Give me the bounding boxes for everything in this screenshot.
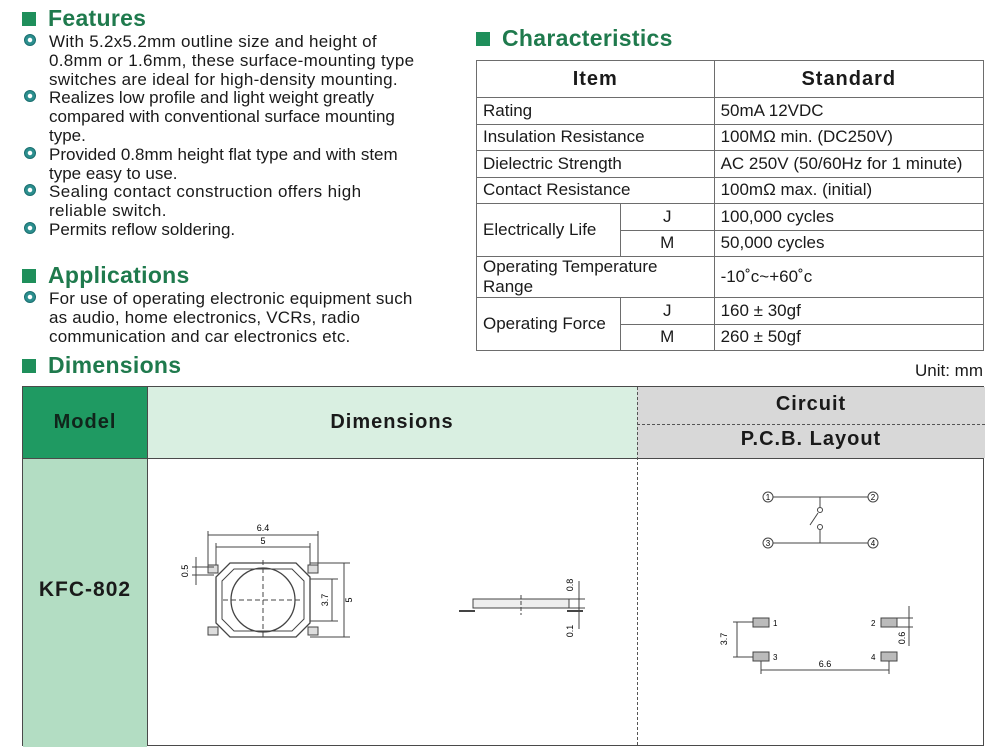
pcb-layout-label: P.C.B. Layout [740,428,882,450]
table-row [477,151,984,178]
pin-label: 3 [765,539,771,548]
applications-title: Applications [48,262,190,288]
pin-label: 2 [870,493,876,502]
pcb-layout-drawing [713,602,918,677]
features-title: Features [48,5,147,31]
row-sublabel: J [620,204,714,231]
column-divider [147,387,148,745]
dim-pcb-pad: 0.6 [897,631,907,645]
model-name: KFC-802 [38,578,132,601]
model-cell [23,458,147,747]
row-label: Operating Temperature Range [477,257,715,298]
section-square-icon [22,269,36,283]
dim-left-offset: 0.5 [180,564,190,578]
bullet-icon [24,34,36,46]
dim-right-outer: 5 [344,597,354,603]
dim-top-inner: 5 [260,536,266,546]
dimensions-title: Dimensions [48,352,182,378]
row-label: Contact Resistance [477,177,715,204]
dim-side-base: 0.1 [565,624,575,638]
characteristics-table [476,60,984,351]
row-value: 160 ± 30gf [714,298,983,325]
row-label: Electrically Life [477,204,621,257]
model-header: Model [23,387,147,458]
list-item: Permits reflow soldering. [22,221,422,240]
row-label: Dielectric Strength [477,151,715,178]
pin-label: 4 [871,653,876,662]
pin-label: 1 [773,619,778,628]
row-value: 260 ± 50gf [714,324,983,351]
row-sublabel: M [620,324,714,351]
table-header-row [477,61,984,98]
pin-label: 4 [870,539,876,548]
column-header-standard: Standard [714,61,983,98]
row-label: Operating Force [477,298,621,351]
list-item: With 5.2x5.2mm outline size and height of 0.8mm or 1.6mm, these surface-mounting type switches are ideal for high-density mounting. [22,33,422,89]
row-divider [23,458,983,459]
list-item: Provided 0.8mm height flat type and with stem type easy to use. [22,146,422,184]
column-header-item: Item [477,61,715,98]
section-square-icon [22,12,36,26]
bullet-icon [24,222,36,234]
table-row [477,204,984,231]
applications-list [22,290,434,346]
circuit-schematic [758,487,888,557]
dim-pcb-height: 3.7 [719,632,729,646]
side-view-drawing [453,567,593,647]
row-value: 50mA 12VDC [714,98,983,125]
bullet-icon [24,90,36,102]
pin-label: 3 [773,653,778,662]
characteristics-heading [476,25,673,52]
dim-pcb-width: 6.6 [818,659,832,669]
dim-side-height: 0.8 [565,578,575,592]
table-row [477,257,984,298]
section-square-icon [476,32,490,46]
pin-label: 1 [765,493,771,502]
row-value: AC 250V (50/60Hz for 1 minute) [714,151,983,178]
unit-label: Unit: mm [915,361,983,380]
top-view-drawing [178,517,358,657]
row-sublabel: M [620,230,714,257]
header-divider [637,424,985,425]
table-row [477,298,984,325]
row-value: 100mΩ max. (initial) [714,177,983,204]
table-row [477,177,984,204]
pin-label: 2 [871,619,876,628]
row-label: Insulation Resistance [477,124,715,151]
circuit-header [637,387,985,458]
bullet-icon [24,291,36,303]
table-row [477,124,984,151]
row-value: 50,000 cycles [714,230,983,257]
dimensions-header: Dimensions [147,387,637,458]
row-value: 100,000 cycles [714,204,983,231]
row-value: -10˚c~+60˚c [714,257,983,298]
row-value: 100MΩ min. (DC250V) [714,124,983,151]
row-label: Rating [477,98,715,125]
row-sublabel: J [620,298,714,325]
dim-top-outer: 6.4 [256,523,270,533]
list-item: For use of operating electronic equipment such as audio, home electronics, VCRs, radio communication and car electronics etc. [22,290,434,346]
list-item: Realizes low profile and light weight greatly compared with conventional surface mounting type. [22,89,422,145]
column-divider-dashed [637,387,638,745]
section-square-icon [22,359,36,373]
dimensions-table [22,386,984,746]
list-item: Sealing contact construction offers high reliable switch. [22,183,422,221]
dim-right-inner: 3.7 [320,593,330,607]
circuit-label: Circuit [775,393,847,415]
characteristics-title: Characteristics [502,25,673,51]
table-row [477,98,984,125]
bullet-icon [24,184,36,196]
features-list [22,33,422,240]
features-heading [22,5,146,32]
dimensions-heading [22,352,181,379]
bullet-icon [24,147,36,159]
applications-heading [22,262,190,289]
